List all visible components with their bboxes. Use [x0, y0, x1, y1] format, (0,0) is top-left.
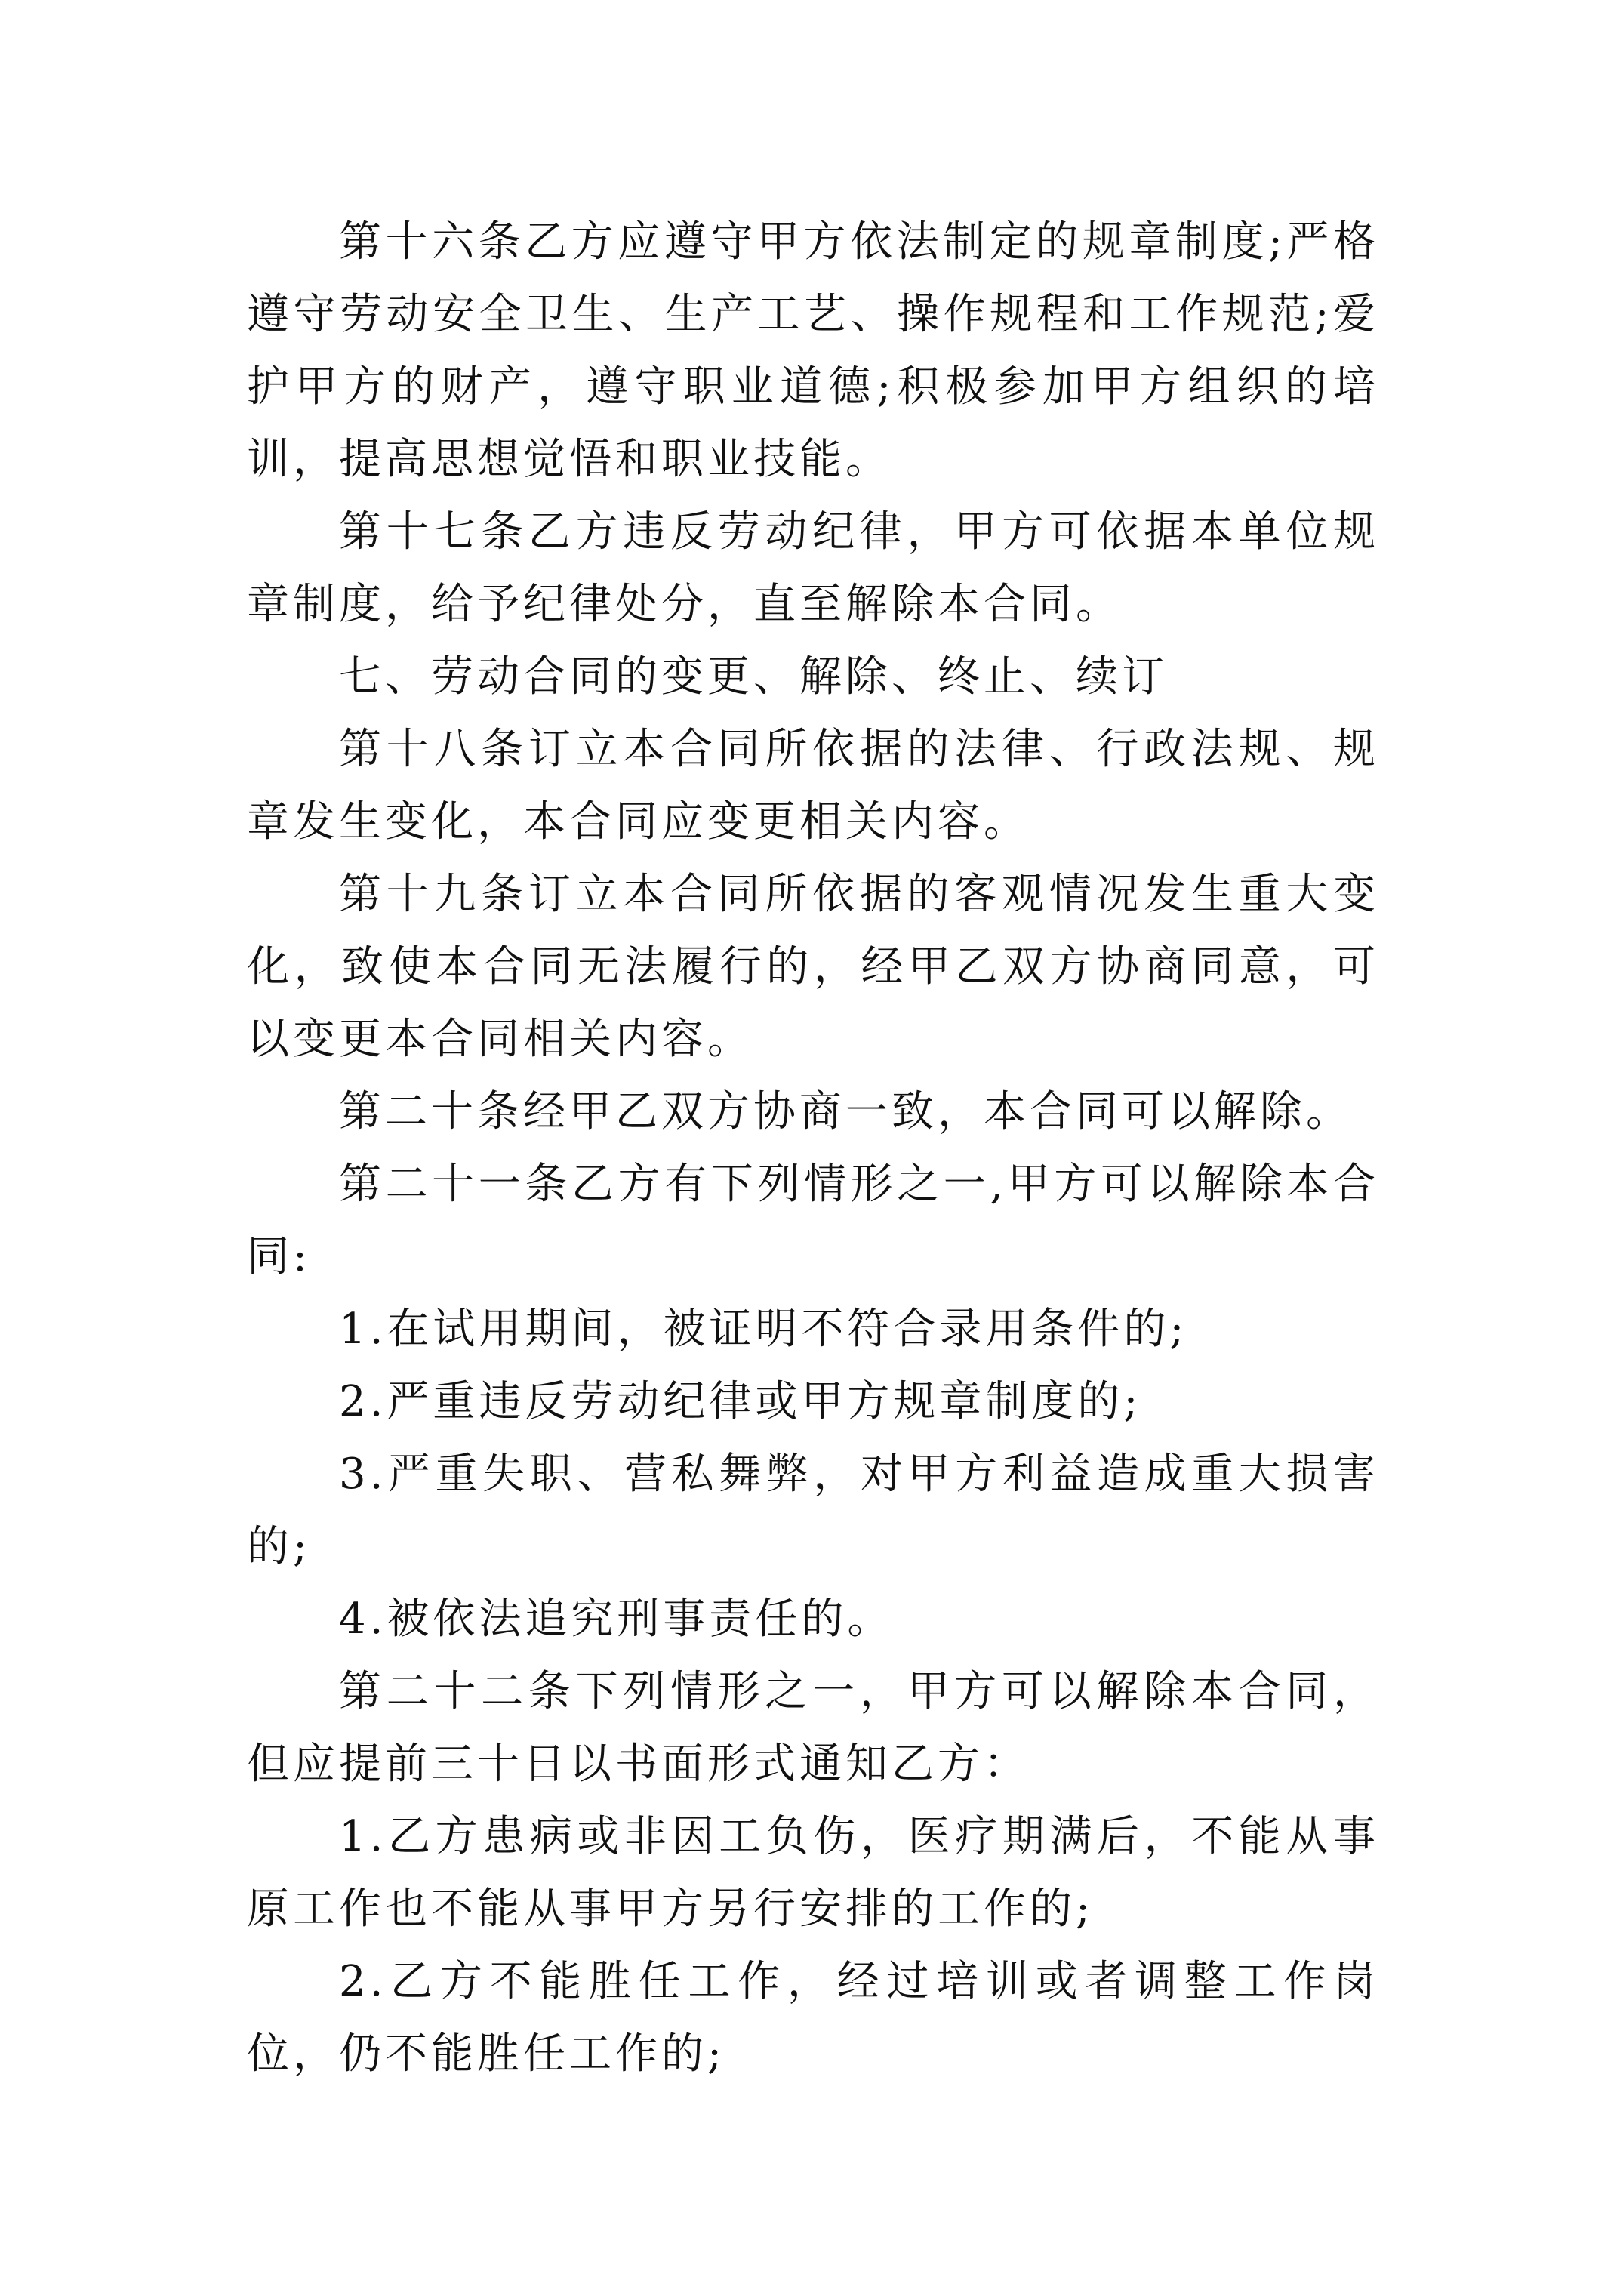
article-19-paragraph: 第十九条订立本合同所依据的客观情况发生重大变化，致使本合同无法履行的，经甲乙双方协商同意，可以变更本合同相关内容。 [247, 870, 1379, 1064]
article-18-paragraph: 第十八条订立本合同所依据的法律、行政法规、规章发生变化，本合同应变更相关内容。 [247, 725, 1379, 846]
article-16-paragraph: 第十六条乙方应遵守甲方依法制定的规章制度;严格遵守劳动安全卫生、生产工艺、操作规程和工作规范;爱护甲方的财产，遵守职业道德;积极参加甲方组织的培训，提高思想觉悟和职业技能。 [247, 217, 1379, 484]
article-22-item-1: 1.乙方患病或非因工负伤，医疗期满后，不能从事原工作也不能从事甲方另行安排的工作的; [247, 1812, 1379, 1934]
article-22-paragraph: 第二十二条下列情形之一，甲方可以解除本合同，但应提前三十日以书面形式通知乙方： [247, 1667, 1379, 1789]
article-17-paragraph: 第十七条乙方违反劳动纪律，甲方可依据本单位规章制度，给予纪律处分，直至解除本合同。 [247, 507, 1379, 629]
article-21-paragraph: 第二十一条乙方有下列情形之一,甲方可以解除本合同: [247, 1160, 1379, 1281]
article-22-item-2: 2.乙方不能胜任工作，经过培训或者调整工作岗位，仍不能胜任工作的; [247, 1957, 1379, 2079]
article-21-item-1: 1.在试用期间，被证明不符合录用条件的; [339, 1305, 1188, 1354]
article-20-paragraph: 第二十条经甲乙双方协商一致，本合同可以解除。 [339, 1087, 1352, 1136]
document-body [247, 206, 1379, 2091]
article-21-item-2: 2.严重违反劳动纪律或甲方规章制度的; [339, 1377, 1142, 1426]
article-21-item-4: 4.被依法追究刑事责任的。 [339, 1595, 894, 1644]
article-21-item-3: 3.严重失职、营私舞弊，对甲方利益造成重大损害的; [247, 1450, 1379, 1571]
section-7-heading: 七、劳动合同的变更、解除、终止、续订 [339, 652, 1168, 701]
